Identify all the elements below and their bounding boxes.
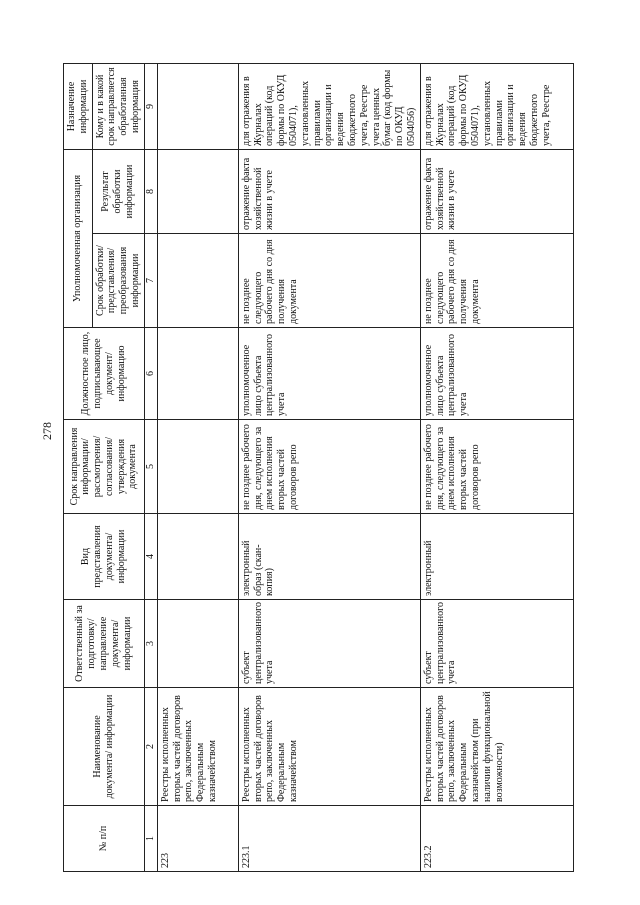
header-cell-2: Наименование документа/ информации [64, 688, 145, 806]
row-processing-term [157, 234, 238, 328]
page-number: 278 [40, 422, 54, 440]
row-number: 223.1 [238, 806, 420, 872]
row-signer [157, 328, 238, 420]
header-cell-1: № п/п [64, 806, 145, 872]
header-cell-4: Вид представления документа/ информации [64, 514, 145, 600]
header-cell-3: Ответственный за подготовку/ направление документа/ информации [64, 600, 145, 688]
row-document-name: Реестры исполненных вторых частей договоров репо, заключенных Федеральным казначейством [238, 688, 420, 806]
row-signer: уполномоченное лицо субъекта централизованного учета [420, 328, 573, 420]
row-destination [157, 63, 238, 149]
column-number: 6 [144, 328, 157, 420]
row-number: 223 [157, 806, 238, 872]
row-number: 223.2 [420, 806, 573, 872]
row-document-name: Реестры исполненных вторых частей договоров репо, заключенных Федеральным казначейством (при наличии функциональной возможности) [420, 688, 573, 806]
header-cell-6: Должностное лицо, подписывающее документ/ информацию [64, 328, 145, 420]
row-term: не позднее рабочего дня, следующего за днем исполнения вторых частей договоров репо [238, 420, 420, 514]
rotated-table-wrapper [63, 64, 574, 872]
header-cell-9b: Кому и в какой срок направляется обработанная информация [92, 63, 144, 149]
column-number: 5 [144, 420, 157, 514]
row-kind [157, 514, 238, 600]
row-destination: для отражения в Журналах операций (код формы по ОКУД 0504071), установленных правилами организации и ведения бюджетного учета, Реестре учета ценных бумаг (код формы по ОКУД 0504056) [238, 63, 420, 149]
row-processing-term: не позднее следующего рабочего дня со дня получения документа [420, 234, 573, 328]
header-cell-7: Срок обработки/ представления/ преобразования информации [92, 234, 144, 328]
column-number: 1 [144, 806, 157, 872]
row-responsible: субъект централизованного учета [420, 600, 573, 688]
row-responsible [157, 600, 238, 688]
row-signer: уполномоченное лицо субъекта централизованного учета [238, 328, 420, 420]
column-number: 8 [144, 149, 157, 233]
table-row-223-1 [238, 63, 420, 871]
column-number: 2 [144, 688, 157, 806]
row-destination: для отражения в Журналах операций (код формы по ОКУД 0504071), установленных правилами организации и ведения бюджетного учета, Реестре [420, 63, 573, 149]
column-number-row [144, 63, 157, 871]
column-number: 3 [144, 600, 157, 688]
row-processing-term: не позднее следующего рабочего дня со дня получения документа [238, 234, 420, 328]
row-result: отражение факта хозяйственной жизни в учете [420, 149, 573, 233]
row-term [157, 420, 238, 514]
row-kind: электронный [420, 514, 573, 600]
row-kind: электронный образ (скан-копия) [238, 514, 420, 600]
table-row-223-2 [420, 63, 573, 871]
table-row-223 [157, 63, 238, 871]
header-row-1 [64, 63, 93, 871]
header-cell-9: Назначение информации [64, 63, 93, 149]
header-cell-5: Срок направления информации/ рассмотрения/ согласования/ утверждения документа [64, 420, 145, 514]
row-result [157, 149, 238, 233]
header-group-cell: Уполномоченная организация [64, 149, 93, 327]
row-document-name: Реестры исполненных вторых частей договоров репо, заключенных Федеральным казначейством [157, 688, 238, 806]
register-table [63, 63, 574, 872]
row-term: не позднее рабочего дня, следующего за днем исполнения вторых частей договоров репо [420, 420, 573, 514]
row-responsible: субъект централизованного учета [238, 600, 420, 688]
column-number: 4 [144, 514, 157, 600]
header-cell-8: Результат обработки информации [92, 149, 144, 233]
column-number: 9 [144, 63, 157, 149]
row-result: отражение факта хозяйственной жизни в учете [238, 149, 420, 233]
column-number: 7 [144, 234, 157, 328]
